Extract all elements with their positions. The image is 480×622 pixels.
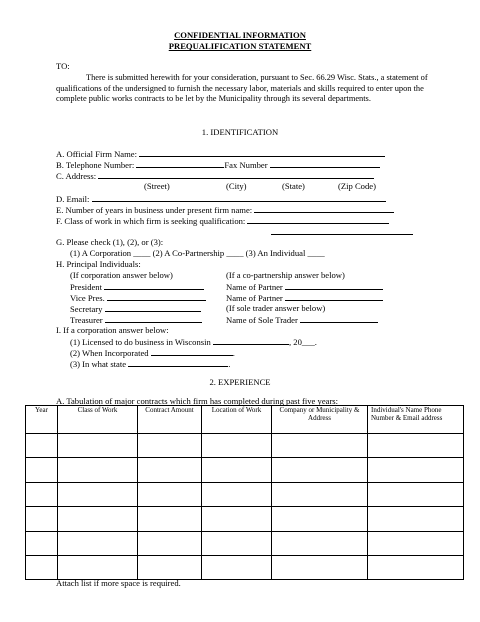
field-state-incorporated[interactable] (70, 358, 230, 369)
table-cell[interactable] (26, 531, 58, 555)
col-company-address: Company or Municipality & Address (272, 406, 368, 434)
col-year: Year (26, 406, 58, 434)
table-cell[interactable] (202, 555, 272, 579)
table-cell[interactable] (368, 555, 464, 579)
address-label: C. Address: (56, 171, 97, 181)
address-zip-caption: (Zip Code) (338, 181, 376, 191)
table-cell[interactable] (368, 458, 464, 482)
experience-a-label: A. Tabulation of major contracts which firm has completed during past five years: (56, 396, 339, 406)
table-cell[interactable] (138, 507, 202, 531)
address-street-caption: (Street) (144, 181, 170, 191)
partner-2-label: Name of Partner (226, 293, 283, 303)
field-partner-2[interactable] (226, 292, 383, 303)
partner-1-line[interactable] (285, 281, 383, 290)
field-licensed-wisconsin[interactable] (70, 336, 317, 347)
class-of-work-line[interactable] (247, 215, 389, 224)
corp-note: (If corporation answer below) (70, 270, 173, 280)
sole-trader-line[interactable] (300, 314, 378, 323)
table-cell[interactable] (272, 555, 368, 579)
table-cell[interactable] (58, 482, 138, 506)
state-label: (3) In what state (70, 359, 127, 369)
table-cell[interactable] (272, 434, 368, 458)
table-cell[interactable] (368, 434, 464, 458)
field-telephone-fax[interactable] (56, 159, 380, 170)
field-email[interactable] (56, 193, 386, 204)
col-contract-amount: Contract Amount (138, 406, 202, 434)
sole-trader-label: Name of Sole Trader (226, 315, 298, 325)
table-footer-note: Attach list if more space is required. (56, 578, 181, 588)
incorporated-period: . (232, 348, 235, 358)
table-cell[interactable] (138, 482, 202, 506)
telephone-line[interactable] (136, 159, 224, 168)
field-secretary[interactable] (70, 303, 201, 314)
col-class-of-work: Class of Work (58, 406, 138, 434)
col-individual-contact: Individual's Name Phone Number & Email address (368, 406, 464, 434)
i-label: I. If a corporation answer below: (56, 325, 169, 335)
intro-paragraph (56, 73, 434, 105)
class-of-work-label: F. Class of work in which firm is seeking qualification: (56, 216, 246, 226)
fax-line[interactable] (270, 159, 380, 168)
table-row (26, 531, 464, 555)
table-cell[interactable] (368, 507, 464, 531)
treasurer-line[interactable] (105, 314, 202, 323)
table-cell[interactable] (58, 507, 138, 531)
contracts-table (25, 405, 464, 580)
treasurer-label: Treasurer (70, 315, 103, 325)
official-firm-name-line[interactable] (139, 148, 385, 157)
field-when-incorporated[interactable] (70, 347, 235, 358)
field-partner-1[interactable] (226, 281, 383, 292)
table-cell[interactable] (26, 507, 58, 531)
to-label: TO: (56, 61, 70, 71)
email-line[interactable] (92, 193, 386, 202)
partner-2-line[interactable] (285, 292, 383, 301)
table-cell[interactable] (202, 482, 272, 506)
table-cell[interactable] (272, 458, 368, 482)
field-president[interactable] (70, 281, 204, 292)
g-label: G. Please check (1), (2), or (3): (56, 237, 164, 247)
state-period: . (228, 359, 231, 369)
table-cell[interactable] (26, 482, 58, 506)
official-firm-name-label: A. Official Firm Name: (56, 149, 137, 159)
form-title-line2: PREQUALIFICATION STATEMENT (168, 41, 312, 51)
table-cell[interactable] (202, 507, 272, 531)
table-row (26, 555, 464, 579)
table-cell[interactable] (202, 531, 272, 555)
table-body (26, 434, 464, 580)
secretary-label: Secretary (70, 304, 103, 314)
licensed-label: (1) Licensed to do business in Wisconsin (70, 337, 211, 347)
table-cell[interactable] (138, 555, 202, 579)
table-row (26, 482, 464, 506)
h-label: H. Principal Individuals: (56, 259, 141, 269)
licensed-line[interactable] (213, 336, 289, 345)
field-official-firm-name[interactable] (56, 148, 385, 159)
telephone-label: B. Telephone Number: (56, 160, 135, 170)
table-cell[interactable] (272, 507, 368, 531)
table-cell[interactable] (368, 531, 464, 555)
licensed-year: , 20___. (288, 337, 317, 347)
fax-label: Fax Number (224, 160, 268, 170)
years-line[interactable] (254, 204, 394, 213)
table-cell[interactable] (202, 458, 272, 482)
incorporated-label: (2) When Incorporated (70, 348, 149, 358)
vice-president-line[interactable] (107, 292, 206, 301)
field-treasurer[interactable] (70, 314, 202, 325)
vice-president-label: Vice Pres. (70, 293, 105, 303)
class-of-work-line-2[interactable] (271, 226, 413, 237)
table-header-row (26, 406, 464, 434)
field-sole-trader[interactable] (226, 314, 378, 325)
president-label: President (70, 282, 102, 292)
secretary-line[interactable] (105, 303, 201, 312)
incorporated-line[interactable] (151, 347, 233, 356)
experience-heading: 2. EXPERIENCE (209, 377, 271, 387)
table-cell[interactable] (138, 458, 202, 482)
table-cell[interactable] (26, 458, 58, 482)
business-type-options[interactable]: (1) A Corporation ____ (2) A Co-Partnership ____ (3) An Individual ____ (70, 248, 325, 258)
table-cell[interactable] (272, 482, 368, 506)
identification-heading: 1. IDENTIFICATION (201, 127, 279, 137)
table-cell[interactable] (26, 555, 58, 579)
address-city-caption: (City) (226, 181, 247, 191)
table-cell[interactable] (272, 531, 368, 555)
field-address[interactable] (56, 170, 374, 181)
field-years-in-business[interactable] (56, 204, 394, 215)
form-title-line1: CONFIDENTIAL INFORMATION (174, 30, 306, 40)
state-line[interactable] (128, 358, 231, 369)
class-of-work-extra-line[interactable] (271, 226, 413, 235)
table-cell[interactable] (368, 482, 464, 506)
table-cell[interactable] (58, 458, 138, 482)
table-row (26, 434, 464, 458)
col-location-of-work: Location of Work (202, 406, 272, 434)
field-vice-president[interactable] (70, 292, 206, 303)
partner-1-label: Name of Partner (226, 282, 283, 292)
years-label: E. Number of years in business under present firm name: (56, 205, 253, 215)
field-class-of-work[interactable] (56, 215, 389, 226)
email-label: D. Email: (56, 194, 90, 204)
table-cell[interactable] (58, 531, 138, 555)
president-line[interactable] (104, 281, 204, 290)
table-cell[interactable] (202, 434, 272, 458)
table-cell[interactable] (58, 434, 138, 458)
address-state-caption: (State) (282, 181, 305, 191)
table-cell[interactable] (58, 555, 138, 579)
table-row (26, 458, 464, 482)
copartnership-note: (If a co-partnership answer below) (226, 270, 345, 280)
address-line[interactable] (98, 170, 374, 179)
table-cell[interactable] (26, 434, 58, 458)
table-row (26, 507, 464, 531)
table-cell[interactable] (138, 531, 202, 555)
sole-trader-note: (If sole trader answer below) (226, 303, 326, 313)
table-cell[interactable] (138, 434, 202, 458)
intro-text: There is submitted herewith for your consideration, pursuant to Sec. 66.29 Wisc. Stats., a statement of qualifications of the undersigned to furnish the necessary labor, materials and skills required to enter upon the complete public works contracts to be let by the Municipality through its several departments. (56, 73, 428, 104)
